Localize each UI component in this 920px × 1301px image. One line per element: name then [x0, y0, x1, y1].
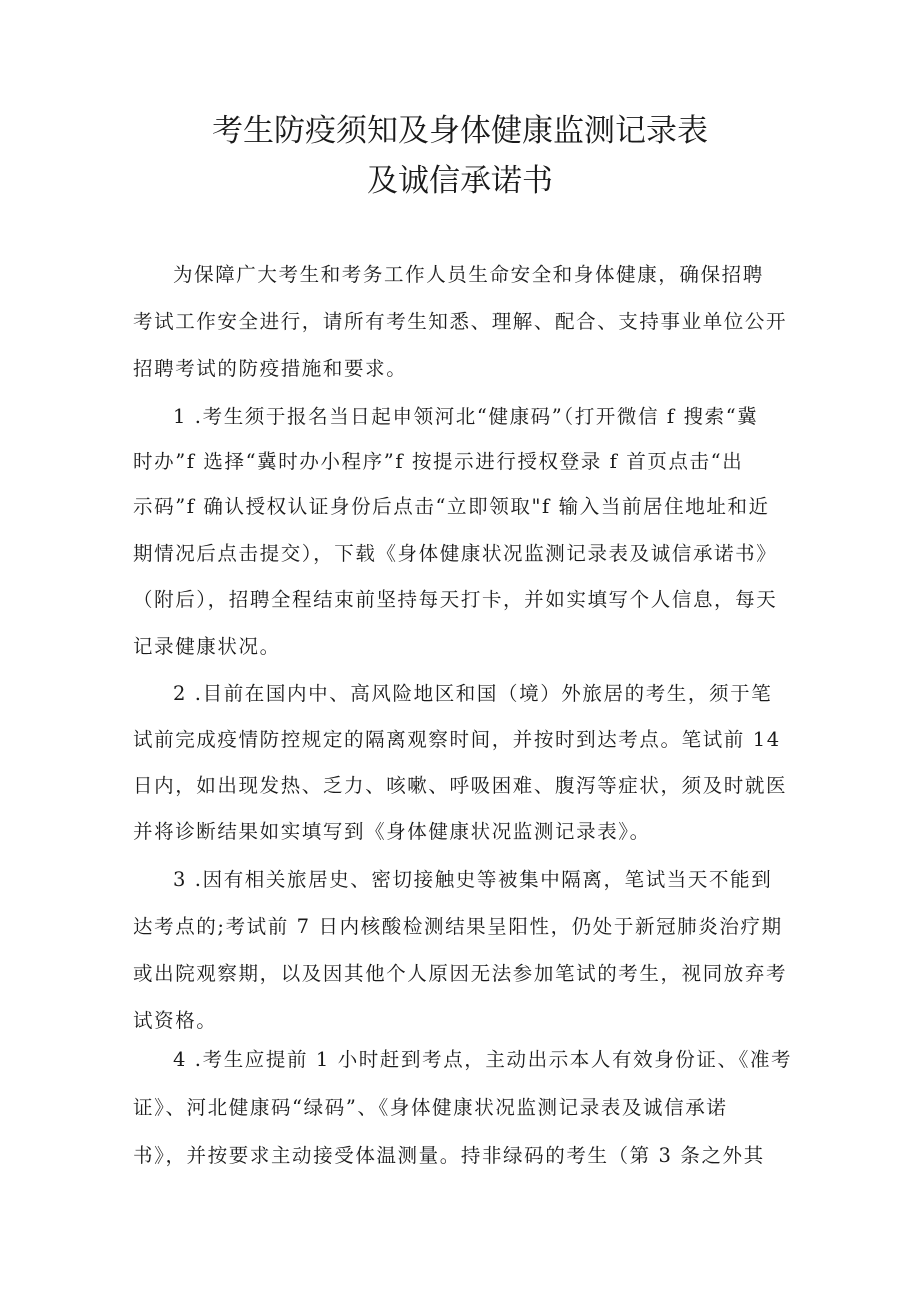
item-3-line: 3 .因有相关旅居史、密切接触史等被集中隔离，笔试当天不能到 — [173, 868, 773, 891]
item-3-line: 试资格。 — [133, 1009, 218, 1032]
intro-line: 为保障广大考生和考务工作人员生命安全和身体健康，确保招聘 — [173, 263, 764, 286]
item-1-line: 时办”f 选择“冀时办小程序”f 按提示进行授权登录 f 首页点击“出 — [133, 450, 744, 473]
item-2-line: 试前完成疫情防控规定的隔离观察时间，并按时到达考点。笔试前 14 — [133, 728, 781, 751]
item-1-line: 1 .考生须于报名当日起申领河北“健康码”（打开微信 f 搜索“冀 — [173, 405, 759, 428]
document-title-line1: 考生防疫须知及身体健康监测记录表 — [212, 113, 708, 149]
item-3-line: 或出院观察期，以及因其他个人原因无法参加笔试的考生，视同放弃考 — [133, 962, 788, 985]
item-4-line: 书》，并按要求主动接受体温测量。持非绿码的考生（第 3 条之外其 — [133, 1144, 765, 1167]
item-4-line: 证》、河北健康码“绿码”、《身体健康状况监测记录表及诚信承诺 — [133, 1096, 728, 1119]
intro-line: 招聘考试的防疫措施和要求。 — [133, 357, 408, 380]
item-1-line: 记录健康状况。 — [133, 635, 281, 658]
item-3-line: 达考点的;考试前 7 日内核酸检测结果呈阳性，仍处于新冠肺炎治疗期 — [133, 915, 783, 938]
intro-line: 考试工作安全进行，请所有考生知悉、理解、配合、支持事业单位公开 — [133, 310, 788, 333]
item-2-line: 日内，如出现发热、乏力、咳嗽、呼吸困难、腹泻等症状，须及时就医 — [133, 774, 788, 797]
item-2-line: 2 .目前在国内中、高风险地区和国（境）外旅居的考生，须于笔 — [173, 682, 773, 705]
item-1-line: （附后），招聘全程结束前坚持每天打卡，并如实填写个人信息，每天 — [133, 588, 778, 611]
item-1-line: 示码”f 确认授权认证身份后点击“立即领取"f 输入当前居住地址和近 — [133, 495, 770, 518]
item-1-line: 期情况后点击提交），下载《身体健康状况监测记录表及诚信承诺书》 — [133, 542, 778, 565]
item-2-line: 并将诊断结果如实填写到《身体健康状况监测记录表》。 — [133, 820, 651, 843]
item-4-line: 4 .考生应提前 1 小时赶到考点，主动出示本人有效身份证、《准考 — [173, 1048, 793, 1071]
document-title-line2: 及诚信承诺书 — [367, 163, 553, 199]
